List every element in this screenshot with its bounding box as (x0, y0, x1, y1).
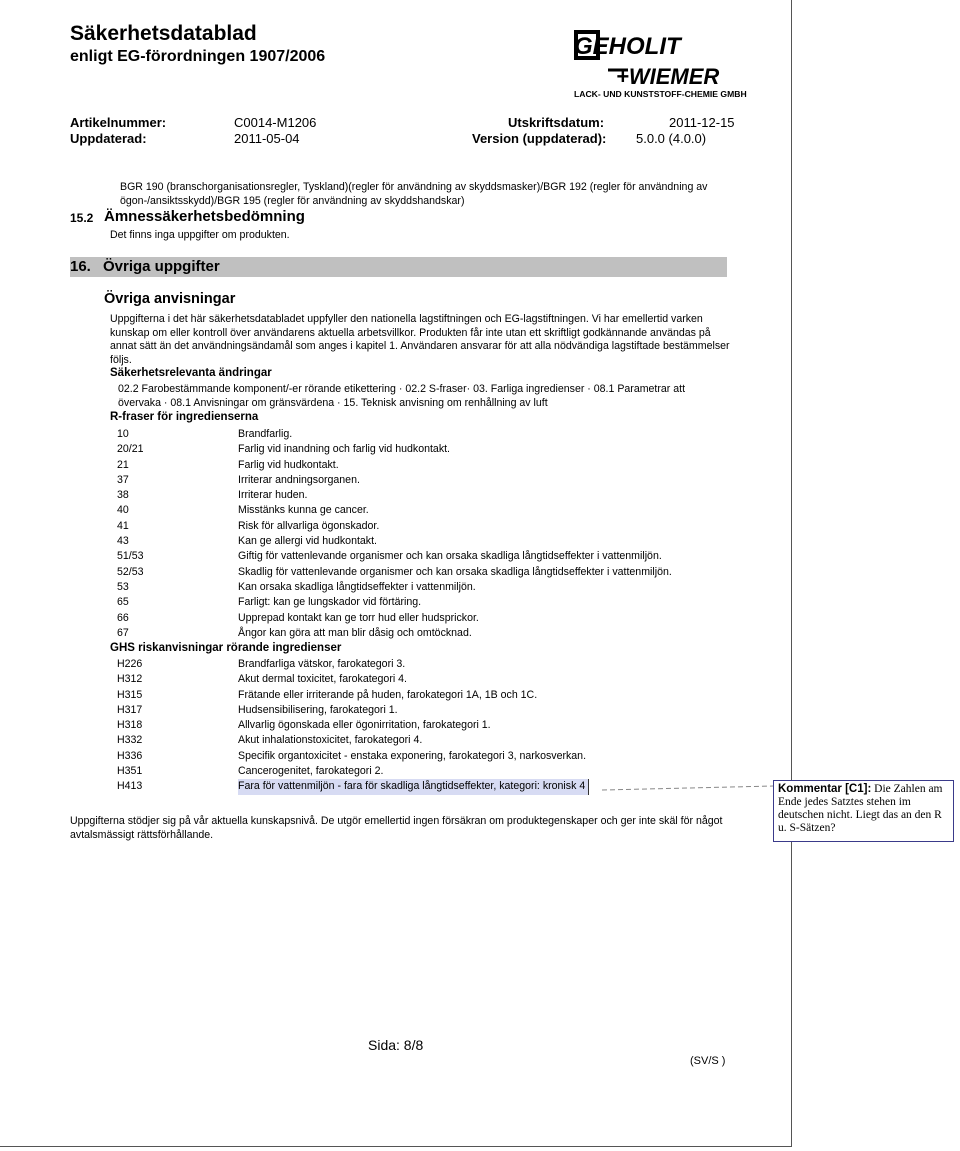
document-title: Säkerhetsdatablad (70, 22, 257, 45)
comment-text: Die Zahlen am Ende jedes Satztes stehen im deutschen nicht. Liegt das an den R u. S-Sätzen? (778, 783, 943, 834)
phrase-row (117, 519, 717, 534)
phrase-code: 51/53 (117, 550, 144, 563)
phrase-text: Misstänks kunna ge cancer. (238, 504, 369, 517)
phrase-row (117, 442, 717, 457)
phrase-code: H317 (117, 703, 143, 716)
phrase-row (117, 688, 717, 703)
r-phrases-table (117, 427, 717, 641)
phrase-row (117, 626, 717, 641)
print-date-label: Utskriftsdatum: (508, 115, 605, 130)
section-16-title: Övriga uppgifter (103, 258, 220, 275)
safety-changes-text: 02.2 Farobestämmande komponent/-er rörande etikettering · 02.2 S-fraser· 03. Farliga ingredienser · 08.1 Parametrar att övervaka · 08.1 Anvisningar om gränsvärdena · 15. Teknisk anvisning om renhållning av luft (118, 383, 686, 409)
document-subtitle: enligt EG-förordningen 1907/2006 (70, 48, 326, 65)
phrase-code: H315 (117, 688, 143, 701)
phrase-text: Upprepad kontakt kan ge torr hud eller hudsprickor. (238, 611, 479, 624)
phrase-row (117, 488, 717, 503)
phrase-row (117, 473, 717, 488)
phrase-code: H336 (117, 749, 143, 762)
phrase-code: H318 (117, 719, 143, 732)
phrase-text: Brandfarlig. (238, 428, 293, 440)
phrase-row (117, 749, 717, 764)
phrase-code: 21 (117, 458, 129, 471)
phrase-code: 65 (117, 596, 129, 609)
phrase-text: Irriterar andningsorganen. (238, 473, 360, 486)
phrase-row (117, 611, 717, 626)
updated-value: 2011-05-04 (234, 131, 300, 146)
phrase-code: 66 (117, 611, 129, 624)
phrase-row (117, 458, 717, 473)
section-15-2-title: Ämnessäkerhetsbedömning (104, 208, 305, 225)
company-logo (572, 20, 747, 100)
print-date-value: 2011-12-15 (669, 115, 735, 130)
phrase-code: 37 (117, 473, 129, 486)
closing-paragraph: Uppgifterna stödjer sig på vår aktuella kunskapsnivå. De utgör emellertid ingen försäkran om produktegenskaper och ger inte skäl för något avtalsmässigt rättsförhållande. (70, 815, 723, 841)
phrase-row (117, 733, 717, 748)
phrase-text: Irriterar huden. (238, 489, 308, 502)
phrase-text: Akut inhalationstoxicitet, farokategori 4. (238, 734, 423, 747)
phrase-row (117, 503, 717, 518)
other-instructions-heading: Övriga anvisningar (104, 291, 236, 307)
phrase-text: Akut dermal toxicitet, farokategori 4. (238, 673, 407, 686)
logo-graphic (572, 20, 747, 100)
phrase-text: Farlig vid inandning och farlig vid hudkontakt. (238, 443, 450, 456)
safety-changes-label: Säkerhetsrelevanta ändringar (110, 367, 272, 379)
phrase-code: H312 (117, 673, 143, 686)
phrase-code: 20/21 (117, 443, 144, 456)
phrase-row (117, 565, 717, 580)
intro-paragraph: BGR 190 (branschorganisationsregler, Tyskland)(regler för användning av skyddsmasker)/BGR 192 (regler för användning av ögon-/ansiktsskydd)/BGR 195 (regler för användning av skyddshandskar) (120, 181, 708, 207)
language-code: (SV/S ) (690, 1055, 726, 1067)
phrase-code: 43 (117, 535, 129, 548)
phrase-text: Fara för vattenmiljön - fara för skadliga långtidseffekter, kategori: kronisk 4 (238, 779, 589, 794)
section-15-2-number: 15.2 (70, 211, 94, 225)
phrase-text: Farligt: kan ge lungskador vid förtäring. (238, 596, 422, 609)
phrase-code: 53 (117, 580, 129, 593)
r-phrases-label: R-fraser för ingredienserna (110, 411, 259, 423)
section-16-number: 16. (70, 258, 91, 275)
version-label: Version (uppdaterad): (472, 131, 607, 146)
version-value: 5.0.0 (4.0.0) (636, 131, 707, 146)
review-comment[interactable] (773, 780, 954, 842)
article-number-label: Artikelnummer: (70, 115, 167, 130)
phrase-code: H332 (117, 734, 143, 747)
phrase-code: H413 (117, 780, 143, 793)
phrase-text: Kan ge allergi vid hudkontakt. (238, 535, 377, 548)
phrase-code: 52/53 (117, 565, 144, 578)
phrase-row (117, 534, 717, 549)
phrase-code: 38 (117, 489, 129, 502)
phrase-row (117, 427, 717, 442)
phrase-code: 67 (117, 626, 129, 639)
section-15-2-text: Det finns inga uppgifter om produkten. (110, 229, 290, 241)
phrase-text: Allvarlig ögonskada eller ögonirritation, farokategori 1. (238, 719, 491, 732)
phrase-text: Giftig för vattenlevande organismer och kan orsaka skadliga långtidseffekter i vattenmiljön. (238, 550, 662, 563)
phrase-text: Brandfarliga vätskor, farokategori 3. (238, 658, 406, 670)
logo-tagline: LACK- UND KUNSTSTOFF-CHEMIE GMBH (574, 89, 747, 99)
logo-line1: GEHOLIT (574, 33, 681, 60)
comment-connector (600, 778, 775, 798)
article-number-value: C0014-M1206 (234, 115, 317, 130)
phrase-text: Hudsensibilisering, farokategori 1. (238, 703, 398, 716)
section-16-header (70, 257, 727, 277)
phrase-code: 41 (117, 519, 129, 532)
phrase-code: H226 (117, 658, 143, 670)
phrase-row (117, 672, 717, 687)
phrase-row (117, 595, 717, 610)
phrase-row (117, 657, 717, 672)
phrase-code: 10 (117, 428, 129, 440)
phrase-row (117, 703, 717, 718)
updated-label: Uppdaterad: (70, 131, 147, 146)
comment-label: Kommentar [C1]: (778, 783, 872, 795)
phrase-text: Cancerogenitet, farokategori 2. (238, 765, 384, 778)
h-phrases-table (117, 657, 717, 795)
phrase-row (117, 718, 717, 733)
phrase-text: Farlig vid hudkontakt. (238, 458, 339, 471)
phrase-code: 40 (117, 504, 129, 517)
phrase-text: Ångor kan göra att man blir dåsig och omtöcknad. (238, 626, 472, 639)
page-number: Sida: 8/8 (368, 1037, 424, 1053)
ghs-label: GHS riskanvisningar rörande ingredienser (110, 642, 342, 654)
phrase-row (117, 580, 717, 595)
phrase-text: Risk för allvarliga ögonskador. (238, 519, 380, 532)
phrase-text: Frätande eller irriterande på huden, farokategori 1A, 1B och 1C. (238, 688, 538, 701)
phrase-row (117, 549, 717, 564)
phrase-text: Kan orsaka skadliga långtidseffekter i vattenmiljön. (238, 580, 476, 593)
phrase-text: Specifik organtoxicitet - enstaka exponering, farokategori 3, narkosverkan. (238, 749, 587, 762)
phrase-text: Skadlig för vattenlevande organismer och kan orsaka skadliga långtidseffekter i vattenmiljön. (238, 565, 672, 578)
logo-line2: +WIEMER (616, 64, 720, 89)
phrase-code: H351 (117, 765, 143, 778)
other-instructions-paragraph: Uppgifterna i det här säkerhetsdatabladet uppfyller den nationella lagstiftningen och EG-lagstiftningen. Vi har emellertid varken kunskap om eller kontroll över användarens aktuella arbetsvillkor. Produkten får inte utan ett skriftligt godkännande användas på annat sätt än det användningsändamål som anges i kapitel 1. Användaren ansvarar för att alla nödvändiga lagstiftade bestämmelser följs. (110, 313, 730, 366)
